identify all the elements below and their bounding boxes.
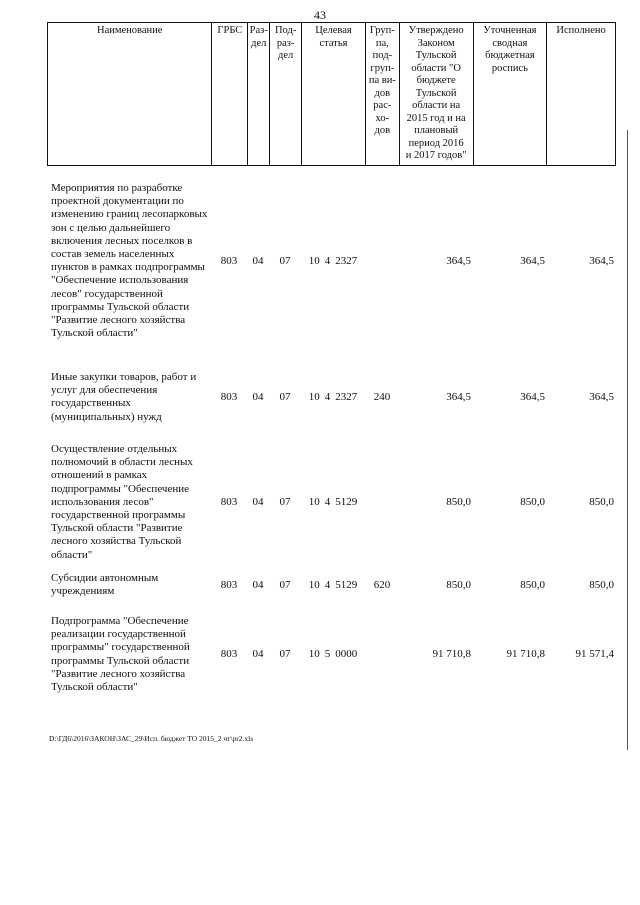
table-row [47,615,616,694]
row-grbs: 803 [220,390,238,403]
cst-direction: 5129 [335,495,358,508]
row-executed: 850,0 [589,578,614,591]
row-name: Осуществление отдельных полномочий в области лесных отношений в рамках подпрограммы "Обеспечение использования лесов" государственной программы Тульской области "Развитие лесного хозяйства Тульской области" [51,443,193,561]
row-refined: 850,0 [520,578,545,591]
row-podrazdel: 07 [279,254,291,267]
file-path-footer: D:\ГД6\2016\ЗАКОН\ЗАС_29\Исп. бюджет ТО 2015_2 чт\pr2.xls [49,734,254,743]
cst-subprogram: 4 [324,254,331,267]
header-executed: Исполнено [546,23,615,165]
row-expense-group: 620 [373,578,391,591]
row-name: Субсидии автономным учреждениям [51,572,159,598]
cst-program: 10 [308,254,320,267]
header-target-article: Целевая статья [301,23,365,165]
row-executed: 850,0 [589,495,614,508]
header-expense-group: Груп- па, под- груп- па ви- дов рас- хо- дов [365,23,399,165]
header-razdel: Раз- дел [247,23,269,165]
row-razdel: 04 [252,578,264,591]
cst-subprogram: 4 [324,495,331,508]
page-number: 43 [314,8,326,22]
row-razdel: 04 [252,495,264,508]
table-row [47,371,616,424]
row-target-article [301,391,365,404]
row-podrazdel: 07 [279,390,291,403]
row-approved: 364,5 [446,254,471,267]
cst-direction: 5129 [335,578,358,591]
row-approved: 364,5 [446,390,471,403]
row-executed: 364,5 [589,390,614,403]
row-name: Подпрограмма "Обеспечение реализации государственной программы" государственной программы Тульской области "Развитие лесного хозяйства Тульской области" [51,615,190,694]
cst-direction: 2327 [335,254,358,267]
table-row [47,443,616,562]
row-name: Иные закупки товаров, работ и услуг для обеспечения государственных (муниципальных) нужд [51,371,197,423]
header-name: Наименование [97,25,163,36]
cst-program: 10 [308,648,320,660]
row-grbs: 803 [220,648,238,660]
table-row [47,182,616,340]
row-approved: 850,0 [446,495,471,508]
row-executed: 91 571,4 [575,648,614,660]
scan-edge-line [627,130,628,750]
header-grbs: ГРБС [211,23,247,165]
row-podrazdel: 07 [279,495,291,508]
row-refined: 91 710,8 [506,648,545,660]
row-expense-group: 240 [373,390,391,403]
cst-program: 10 [308,578,320,591]
cst-direction: 0000 [335,648,358,660]
cst-direction: 2327 [335,390,358,403]
row-razdel: 04 [252,648,264,660]
table-header [47,22,616,166]
row-refined: 850,0 [520,495,545,508]
row-executed: 364,5 [589,254,614,267]
cst-subprogram: 4 [324,390,331,403]
row-razdel: 04 [252,254,264,267]
row-grbs: 803 [220,495,238,508]
row-grbs: 803 [220,578,238,591]
cst-subprogram: 5 [324,648,331,660]
cst-program: 10 [308,390,320,403]
table-row [47,572,616,598]
row-target-article [301,648,365,661]
row-podrazdel: 07 [279,648,291,660]
row-target-article [301,255,365,268]
cst-program: 10 [308,495,320,508]
row-target-article [301,496,365,509]
row-target-article [301,579,365,592]
header-approved: Утверждено Законом Тульской области "О бюджете Тульской области на 2015 год и на плановый период 2016 и 2017 годов" [399,23,473,165]
cst-subprogram: 4 [324,578,331,591]
row-refined: 364,5 [520,390,545,403]
row-name: Мероприятия по разработке проектной документации по изменению границ лесопарковых зон с целью дальнейшего включения лесных поселков в состав земель населенных пунктов в рамках подпрограммы "Обеспечение использования лесов" государственной программы Тульской области "Развитие лесного хозяйства Тульской области" [51,182,208,340]
row-refined: 364,5 [520,254,545,267]
row-podrazdel: 07 [279,578,291,591]
header-podrazdel: Под- раз- дел [269,23,301,165]
row-razdel: 04 [252,390,264,403]
header-refined: Уточненная сводная бюджетная роспись [473,23,547,165]
row-approved: 91 710,8 [432,648,471,660]
row-grbs: 803 [220,254,238,267]
row-approved: 850,0 [446,578,471,591]
